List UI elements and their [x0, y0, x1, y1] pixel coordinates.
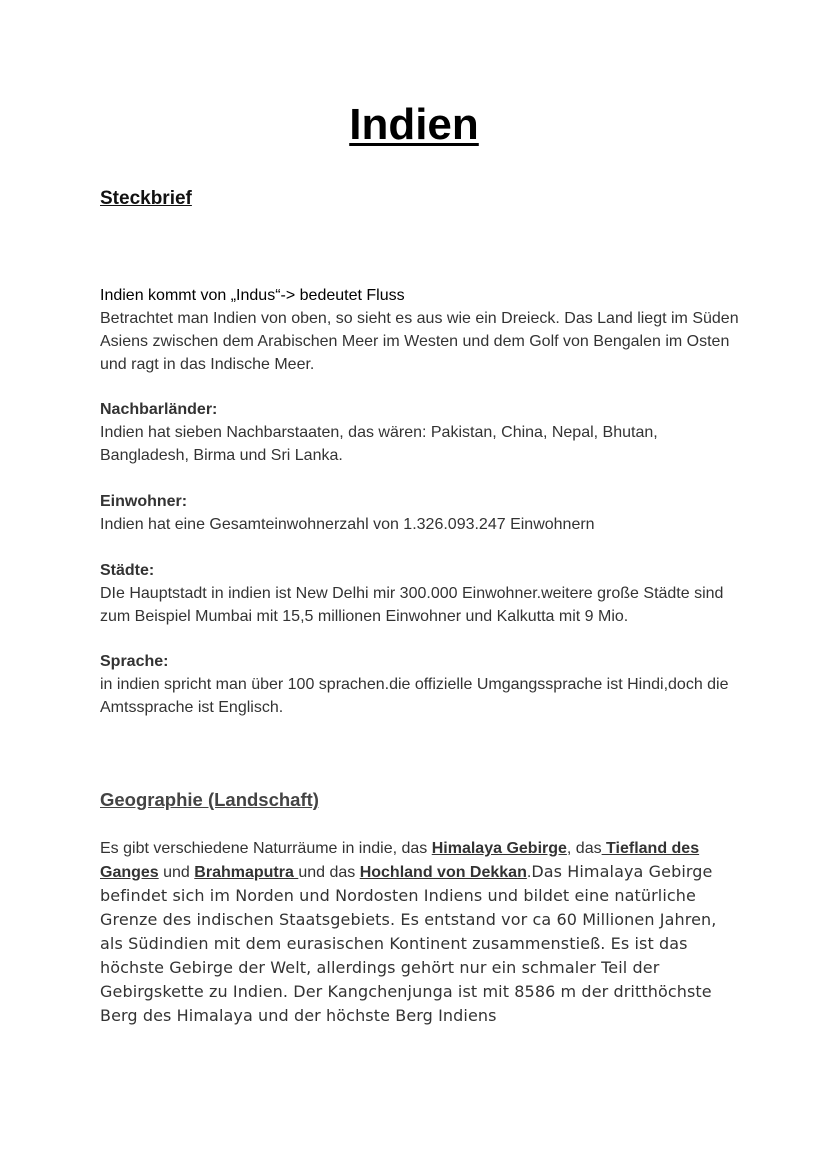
- nachbar-label: Nachbarländer:: [100, 401, 218, 418]
- geo-text-2: , das: [566, 840, 602, 857]
- staedte-label: Städte:: [100, 562, 155, 579]
- geo-text-4: und das: [298, 864, 360, 881]
- himalaya-link[interactable]: Himalaya Gebirge: [431, 840, 567, 857]
- intro-first-line: Indien kommt von „Indus“-> bedeutet Fluss: [100, 287, 405, 304]
- intro-text: Betrachtet man Indien von oben, so sieht es aus wie ein Dreieck. Das Land liegt im Süden Asiens zwischen dem Arabischen Meer im Westen und dem Golf von Bengalen im Osten und ragt in das Indische Meer.: [100, 310, 739, 373]
- einwohner-label: Einwohner:: [100, 493, 188, 510]
- einwohner-section: [100, 490, 740, 536]
- steckbrief-heading: Steckbrief: [100, 188, 192, 209]
- geographie-heading: Geographie (Landschaft): [100, 789, 319, 810]
- nachbar-text: Indien hat sieben Nachbarstaaten, das wären: Pakistan, China, Nepal, Bhutan, Bangladesh, Birma und Sri Lanka.: [100, 424, 658, 464]
- sprache-label: Sprache:: [100, 653, 169, 670]
- intro-paragraph: [100, 284, 740, 376]
- dekkan-link[interactable]: Hochland von Dekkan: [359, 864, 527, 881]
- sprache-text: in indien spricht man über 100 sprachen.die offizielle Umgangssprache ist Hindi,doch die Amtssprache ist Englisch.: [100, 676, 729, 716]
- document-title: Indien: [349, 100, 479, 149]
- staedte-text: DIe Hauptstadt in indien ist New Delhi mir 300.000 Einwohner.weitere große Städte sind zum Beispiel Mumbai mit 15,5 millionen Einwohner und Kalkutta mit 9 Mio.: [100, 585, 724, 625]
- geo-text-1: Es gibt verschiedene Naturräume in indie, das: [100, 840, 432, 857]
- geo-text-5: .: [526, 864, 532, 881]
- nachbar-section: [100, 398, 740, 467]
- einwohner-text: Indien hat eine Gesamteinwohnerzahl von 1.326.093.247 Einwohnern: [100, 516, 595, 533]
- geo-text-3: und: [158, 864, 195, 881]
- brahmaputra-link[interactable]: Brahmaputra: [194, 864, 299, 881]
- geo-text-rest: Das Himalaya Gebirge befindet sich im Norden und Nordosten Indiens und bildet eine natürliche Grenze des indischen Staatsgebiets. Es entstand vor ca 60 Millionen Jahren, als Südindien mit dem eurasischen Kontinent zusammenstieß. Es ist das höchste Gebirge der Welt, allerdings gehört nur ein schmaler Teil der Gebirgskette zu Indien. Der Kangchenjunga ist mit 8586 m der dritthöchste Berg des Himalaya und der höchste Berg Indiens: [100, 862, 717, 1025]
- geographie-paragraph: [100, 837, 740, 1028]
- staedte-section: [100, 559, 740, 628]
- tiefland-link[interactable]: Tiefland des Ganges: [100, 840, 700, 881]
- sprache-section: [100, 650, 740, 719]
